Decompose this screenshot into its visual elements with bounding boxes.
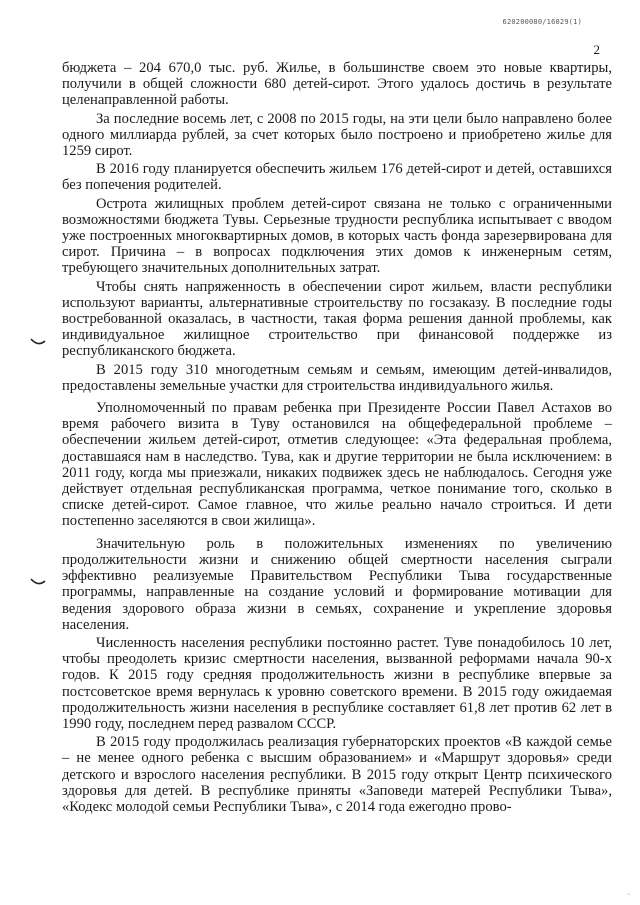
document-body [62, 60, 612, 817]
margin-check-mark [30, 338, 46, 346]
margin-check-mark [30, 578, 46, 586]
paragraph: В 2015 году продолжилась реализация губернаторских проектов «В каждой семье – не менее одного ребенка с высшим образованием» и «Маршрут здоровья» среди детского и взрослого населения республики. В 2015 году открыт Центр психического здоровья для детей. В республике приняты «Заповеди матерей Республики Тыва», «Кодекс молодой семьи Республики Тыва», с 2014 года ежегодно прово- [62, 734, 612, 815]
paragraph: В 2016 году планируется обеспечить жильем 176 детей-сирот и детей, оставшихся без попечения родителей. [62, 161, 612, 194]
page-number: 2 [593, 42, 600, 57]
paragraph: Уполномоченный по правам ребенка при Президенте России Павел Астахов во время рабочего визита в Туву остановился на общефедеральной проблеме – обеспечении жильем детей-сирот, отметив следующее: «Эта федеральная проблема, доставшаяся нам в наследство. Тува, как и другие территории не была исключением: в 2011 году, когда мы приезжали, никаких подвижек здесь не наблюдалось. Сегодня уже действует отдельная республиканская программа, четкое понимание того, сколько в списке детей-сирот. Самое главное, что жилье реально начало строиться. И дети постепенно заселяются в свои жилища». [62, 400, 612, 530]
paragraph: Чтобы снять напряженность в обеспечении сирот жильем, власти республики используют варианты, альтернативные строительству по госзаказу. В последние годы востребованной оказалась, в частности, такая форма решения данной проблемы, как индивидуальное жилищное строительство при финансовой поддержке из республиканского бюджета. [62, 278, 612, 360]
paragraph: Значительную роль в положительных изменениях по увеличению продолжительности жизни и снижению общей смертности населения сыграли эффективно реализуемые Правительством Республики Тыва государственные программы, направленные на создание условий и формирование мотивации для ведения здорового образа жизни в семьях, сохранение и укрепление здоровья населения. [62, 535, 612, 633]
paragraph: В 2015 году 310 многодетным семьям и семьям, имеющим детей-инвалидов, предоставлены земельные участки для строительства индивидуального жилья. [62, 361, 612, 394]
document-id: 620200080/16029(1) [502, 18, 582, 26]
paragraph: Численность населения республики постоянно растет. Туве понадобилось 10 лет, чтобы преодолеть кризис смертности населения, вызванной реформами начала 90-х годов. К 2015 году средняя продолжительность жизни в республике впервые за постсоветское время вернулась к уровню советского времени. В 2015 году ожидаемая продолжительность жизни населения в республике составляет 61,8 лет против 62 лет в 1990 году, последнем перед развалом СССР. [62, 634, 612, 732]
paragraph: За последние восемь лет, с 2008 по 2015 годы, на эти цели было направлено более одного миллиарда рублей, за счет которых было построено и приобретено жилье для 1259 сирот. [62, 110, 612, 160]
paragraph: бюджета – 204 670,0 тыс. руб. Жилье, в большинстве своем это новые квартиры, получили в общей сложности 680 детей-сирот. Этого удалось достичь в результате целенаправленной работы. [62, 60, 612, 109]
corner-mark: ˏ [627, 886, 630, 895]
paragraph: Острота жилищных проблем детей-сирот связана не только с ограниченными возможностями бюджета Тувы. Серьезные трудности республика испытывает с вводом уже построенных многоквартирных домов, в которых часть фонда зарезервирована для сирот. Причина – в вопросах подключения этих домов к инженерным сетям, требующего значительных дополнительных затрат. [62, 195, 612, 277]
